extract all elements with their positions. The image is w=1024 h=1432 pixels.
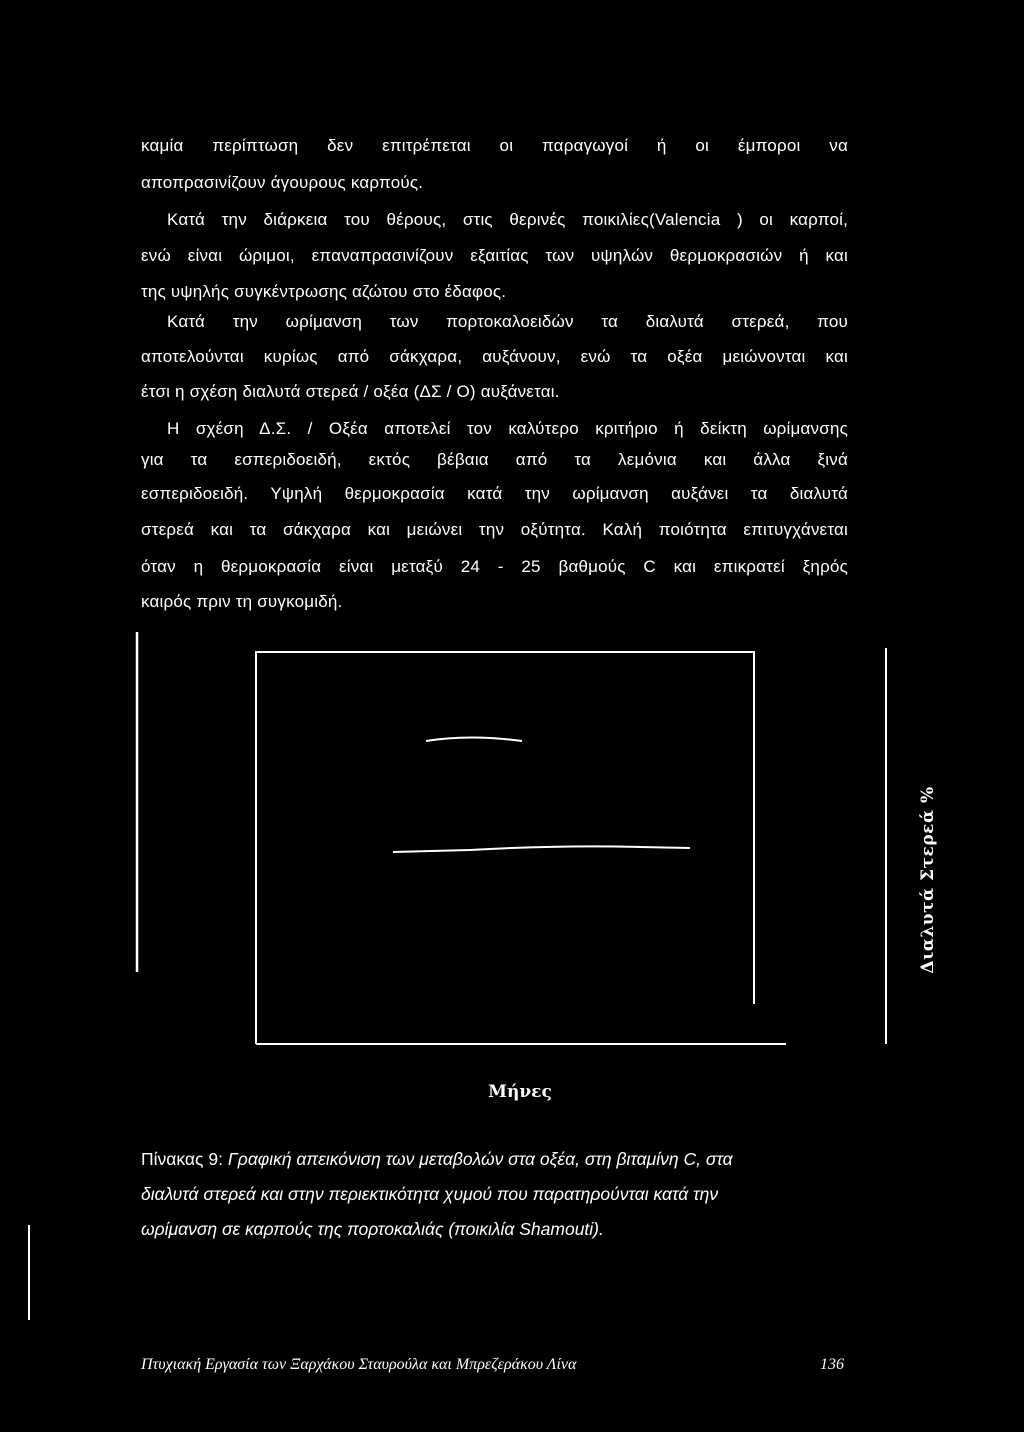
body-line-13: όταν η θερμοκρασία είναι μεταξύ 24 - 25 βαθμούς C και επικρατεί ξηρός xyxy=(141,557,848,576)
footer-text: Πτυχιακή Εργασία των Ξαρχάκου Σταυρούλα και Μπρεζεράκου Λίνα xyxy=(141,1356,577,1373)
caption-line-2: διαλυτά στερεά και στην περιεκτικότητα χυμού που παρατηρούνται κατά την xyxy=(141,1184,719,1204)
body-line-11: εσπεριδοειδή. Υψηλή θερμοκρασία κατά την ωρίμανση αυξάνει τα διαλυτά xyxy=(141,484,848,503)
body-line-6: Κατά την ωρίμανση των πορτοκαλοειδών τα διαλυτά στερεά, που xyxy=(167,312,848,331)
body-line-9: Η σχέση Δ.Σ. / Οξέα αποτελεί τον καλύτερο κριτήριο ή δείκτη ωρίμανσης xyxy=(167,419,848,438)
data-curve-2 xyxy=(393,846,690,852)
y-axis-label: Διαλυτά Στερεά % xyxy=(918,786,938,974)
x-axis-label: Μήνες xyxy=(488,1082,552,1102)
caption-lead: Πίνακας 9: xyxy=(141,1149,223,1169)
page-number: 136 xyxy=(820,1356,844,1373)
body-line-14: καιρός πριν τη συγκομιδή. xyxy=(141,592,343,611)
body-line-1: καμία περίπτωση δεν επιτρέπεται οι παραγωγοί ή οι έμποροι να xyxy=(141,136,848,155)
body-line-7: αποτελούνται κυρίως από σάκχαρα, αυξάνουν, ενώ τα οξέα μειώνονται και xyxy=(141,347,848,366)
body-line-12: στερεά και τα σάκχαρα και μειώνει την οξύτητα. Καλή ποιότητα επιτυγχάνεται xyxy=(141,520,848,539)
body-line-8: έτσι η σχέση διαλυτά στερεά / οξέα (ΔΣ / Ο) αυξάνεται. xyxy=(141,382,560,401)
caption-text-1: Γραφική απεικόνιση των μεταβολών στα οξέα, στη βιταμίνη C, στα xyxy=(227,1149,733,1169)
caption-line-1 xyxy=(141,1147,849,1171)
body-line-3: Κατά την διάρκεια του θέρους, στις θερινές ποικιλίες(Valencia ) οι καρποί, xyxy=(167,210,848,229)
body-line-4: ενώ είναι ώριμοι, επαναπρασινίζουν εξαιτίας των υψηλών θερμοκρασιών ή και xyxy=(141,246,848,265)
body-line-2: αποπρασινίζουν άγουρους καρπούς. xyxy=(141,173,424,192)
scan-artifact-line xyxy=(28,1225,30,1320)
body-line-5: της υψηλής συγκέντρωσης αζώτου στο έδαφος. xyxy=(141,282,507,301)
caption-line-3: ωρίμανση σε καρπούς της πορτοκαλιάς (ποικιλία Shamouti). xyxy=(141,1219,604,1239)
body-line-10: για τα εσπεριδοειδή, εκτός βέβαια από τα λεμόνια και άλλα ξινά xyxy=(141,450,848,469)
data-curve-1 xyxy=(426,738,522,742)
